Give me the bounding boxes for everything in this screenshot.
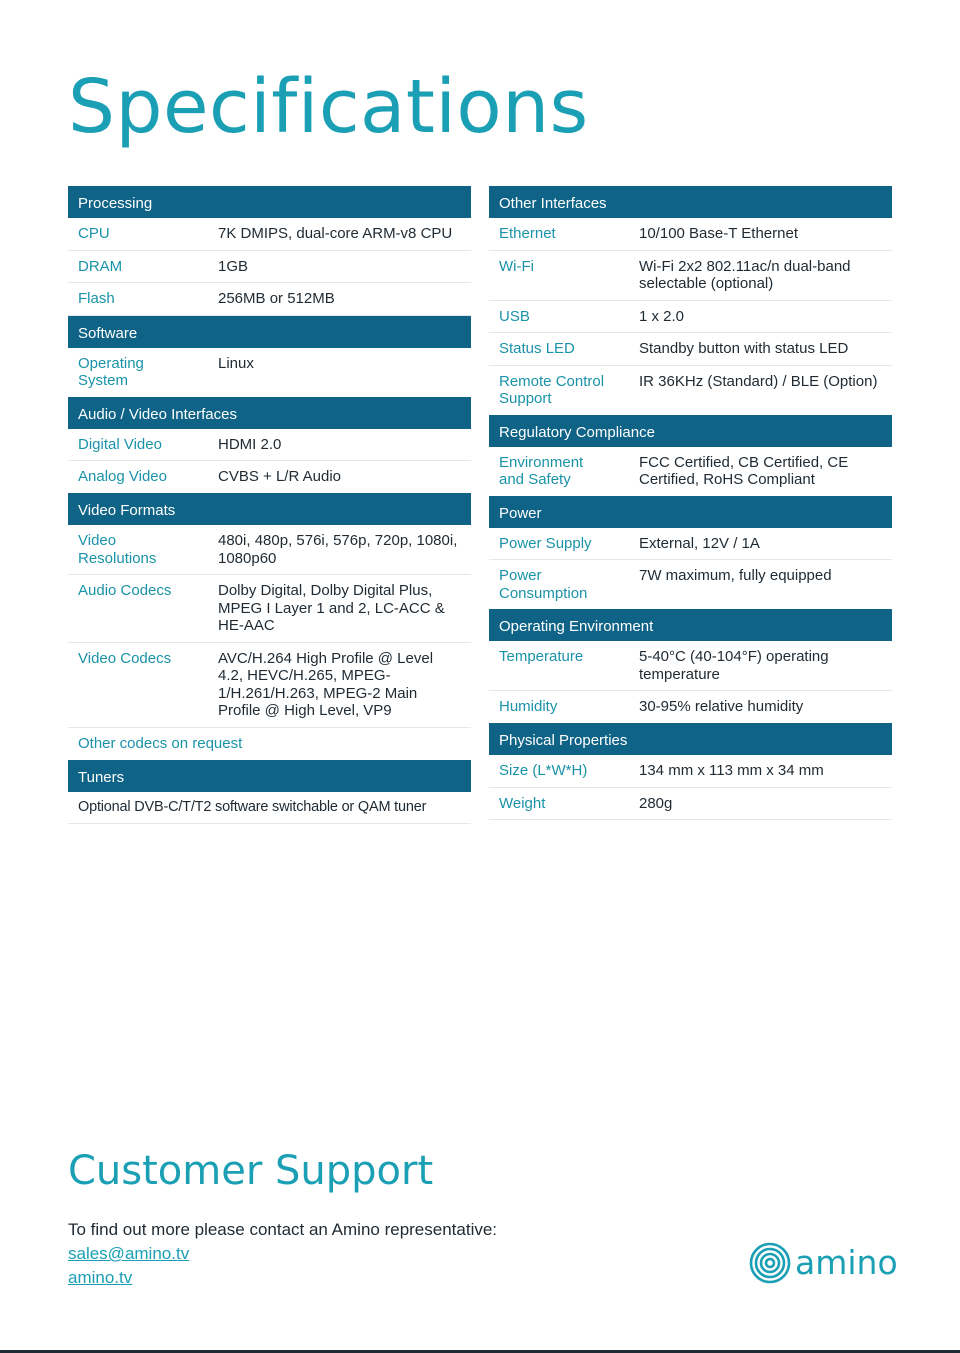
- spec-row-weight: [489, 788, 892, 821]
- spec-label: DRAM: [78, 257, 123, 275]
- spec-row-size: [489, 755, 892, 788]
- spec-row-humidity: [489, 691, 892, 723]
- spec-row-wifi: [489, 251, 892, 301]
- spec-label: Video Codecs: [78, 649, 172, 667]
- specs-left-column: [68, 186, 471, 824]
- spec-value: FCC Certified, CB Certified, CE Certified, RoHS Compliant: [639, 453, 849, 488]
- spec-row-operating-system: [68, 348, 471, 397]
- spec-row-cpu: [68, 218, 471, 251]
- spec-row-digital-video: [68, 429, 471, 462]
- page-title: Specifications: [68, 64, 589, 150]
- spec-label: Power Consumption: [499, 567, 588, 602]
- spec-row-analog-video: [68, 461, 471, 493]
- spec-label: Digital Video: [78, 435, 162, 453]
- amino-rings-icon: [749, 1242, 791, 1284]
- spec-label: Flash: [78, 290, 115, 307]
- spec-label: Size (L*W*H): [499, 762, 588, 779]
- spec-row-flash: [68, 283, 471, 316]
- spec-value: 280g: [639, 794, 673, 812]
- spec-row-dram: [68, 251, 471, 284]
- section-heading-physical-properties: Physical Properties: [489, 723, 892, 755]
- section-heading-processing: Processing: [68, 186, 471, 218]
- spec-value: 7W maximum, fully equipped: [639, 567, 832, 584]
- spec-label: CPU: [78, 225, 110, 242]
- spec-label: Remote Control Support: [499, 372, 605, 407]
- spec-label: Weight: [499, 794, 546, 812]
- spec-row-remote-control: [489, 366, 892, 415]
- spec-value: External, 12V / 1A: [639, 534, 760, 552]
- spec-value: 256MB or 512MB: [218, 290, 335, 307]
- section-heading-video-formats: Video Formats: [68, 493, 471, 525]
- spec-value: 30-95% relative humidity: [639, 698, 804, 715]
- spec-row-video-resolutions: [68, 525, 471, 575]
- spec-label: Ethernet: [499, 225, 556, 242]
- spec-label: Operating System: [78, 354, 144, 389]
- spec-label: Power Supply: [499, 534, 592, 552]
- customer-support-title: Customer Support: [68, 1148, 434, 1194]
- spec-label: Environment and Safety: [499, 453, 584, 488]
- section-heading-tuners: Tuners: [68, 760, 471, 792]
- spec-label: Temperature: [499, 648, 584, 665]
- spec-row-video-codecs: [68, 643, 471, 728]
- section-heading-audio-video-interfaces: Audio / Video Interfaces: [68, 397, 471, 429]
- section-heading-operating-environment: Operating Environment: [489, 609, 892, 641]
- spec-note-other-codecs: Other codecs on request: [78, 734, 243, 752]
- spec-value: 7K DMIPS, dual-core ARM-v8 CPU: [218, 225, 453, 242]
- spec-label: Analog Video: [78, 468, 167, 485]
- specs-right-column: [489, 186, 892, 820]
- spec-value: AVC/H.264 High Profile @ Level 4.2, HEVC/H.265, MPEG-1/H.261/H.263, MPEG-2 Main Profile @ High Level, VP9: [218, 649, 434, 719]
- spec-label: Audio Codecs: [78, 582, 172, 599]
- amino-logo-text: amino: [795, 1243, 898, 1282]
- spec-value: 480i, 480p, 576i, 576p, 720p, 1080i, 1080p60: [218, 532, 458, 567]
- spec-row-audio-codecs: [68, 575, 471, 643]
- spec-value: 1 x 2.0: [639, 307, 685, 325]
- support-website-link[interactable]: amino.tv: [68, 1268, 133, 1287]
- spec-value: Dolby Digital, Dolby Digital Plus, MPEG I Layer 1 and 2, LC-ACC & HE-AAC: [218, 582, 445, 634]
- section-heading-software: Software: [68, 316, 471, 348]
- section-heading-other-interfaces: Other Interfaces: [489, 186, 892, 218]
- spec-value: Standby button with status LED: [639, 340, 849, 357]
- spec-row-ethernet: [489, 218, 892, 251]
- amino-logo: [749, 1242, 898, 1284]
- spec-value: HDMI 2.0: [218, 435, 282, 453]
- spec-value: 5-40°C (40-104°F) operating temperature: [639, 648, 829, 683]
- spec-label: Humidity: [499, 698, 558, 715]
- section-heading-regulatory-compliance: Regulatory Compliance: [489, 415, 892, 447]
- spec-value: 1GB: [218, 257, 249, 275]
- spec-label: Video Resolutions: [78, 532, 157, 567]
- support-email-link[interactable]: sales@amino.tv: [68, 1244, 190, 1263]
- spec-value: CVBS + L/R Audio: [218, 468, 341, 485]
- section-heading-power: Power: [489, 496, 892, 528]
- spec-row-usb: [489, 301, 892, 334]
- support-contact-text: To find out more please contact an Amino representative:: [68, 1220, 498, 1239]
- spec-value: Linux: [218, 354, 254, 372]
- spec-row-status-led: [489, 333, 892, 366]
- spec-row-temperature: [489, 641, 892, 691]
- spec-label: Status LED: [499, 340, 575, 357]
- spec-value: IR 36KHz (Standard) / BLE (Option): [639, 372, 878, 390]
- spec-label: Wi-Fi: [499, 257, 534, 275]
- spec-row-power-supply: [489, 528, 892, 561]
- spec-value: Wi-Fi 2x2 802.11ac/n dual-band selectable (optional): [639, 257, 851, 292]
- spec-row-tuners: Optional DVB-C/T/T2 software switchable or QAM tuner: [68, 792, 471, 825]
- spec-label: USB: [499, 307, 530, 325]
- spec-row-environment-safety: [489, 447, 892, 496]
- spec-value: 134 mm x 113 mm x 34 mm: [639, 762, 824, 779]
- spec-value: 10/100 Base-T Ethernet: [639, 225, 798, 242]
- spec-row-power-consumption: [489, 560, 892, 609]
